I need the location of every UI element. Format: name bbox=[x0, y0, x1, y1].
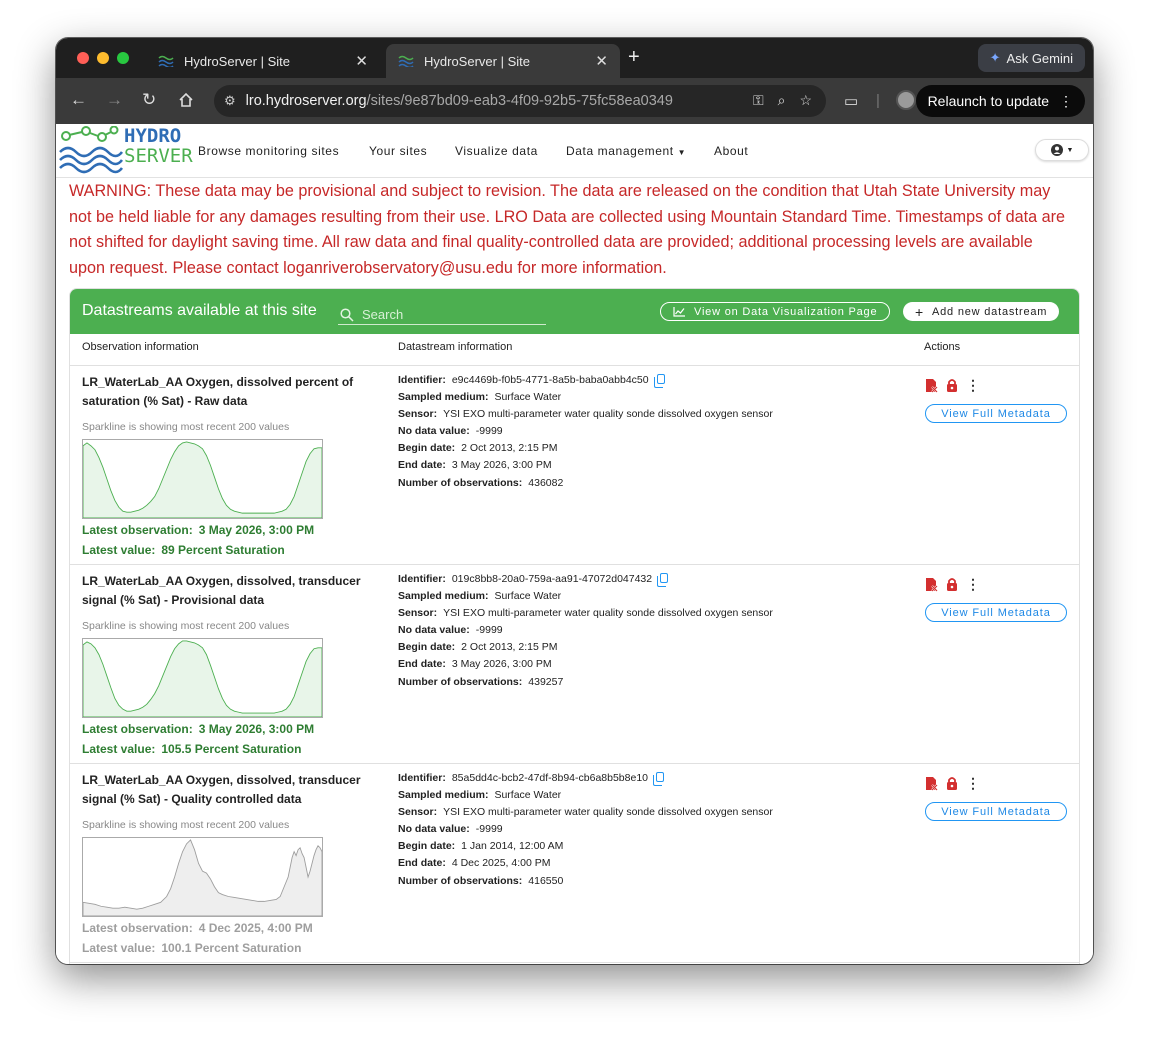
line-chart-icon bbox=[673, 306, 686, 317]
home-icon[interactable] bbox=[178, 92, 194, 108]
caret-down-icon: ▼ bbox=[1066, 146, 1074, 154]
observations-count-label: Number of observations: bbox=[398, 476, 523, 489]
delete-file-icon[interactable] bbox=[925, 378, 938, 393]
logo-line-1: HYDRO bbox=[124, 125, 182, 147]
browser-toolbar bbox=[56, 78, 1093, 124]
end-date-label: End date: bbox=[398, 459, 446, 472]
profile-avatar[interactable] bbox=[896, 90, 916, 110]
ask-gemini-label: Ask Gemini bbox=[1006, 50, 1073, 66]
view-visualization-button[interactable] bbox=[660, 302, 890, 321]
datastreams-header bbox=[70, 289, 1079, 334]
column-datastream-info: Datastream information bbox=[398, 341, 513, 353]
end-date-value: 3 May 2026, 3:00 PM bbox=[451, 459, 552, 472]
no-data-value: -9999 bbox=[475, 624, 503, 637]
hydroserver-favicon-icon bbox=[158, 55, 174, 67]
begin-date-value: 2 Oct 2013, 2:15 PM bbox=[461, 442, 558, 455]
identifier-value: e9c4469b-f0b5-4771-8a5b-baba0abb4c50 bbox=[451, 374, 649, 386]
delete-file-icon[interactable] bbox=[925, 776, 938, 791]
row-actions bbox=[925, 576, 1075, 636]
sparkline-note: Sparkline is showing most recent 200 values bbox=[82, 620, 290, 632]
new-tab-button[interactable]: + bbox=[628, 46, 640, 68]
url-path: /sites/9e87bd09-eab3-4f09-92b5-75fc58ea0349 bbox=[366, 93, 673, 109]
latest-observation bbox=[82, 921, 313, 935]
no-data-value: -9999 bbox=[475, 823, 503, 836]
tab-title: HydroServer | Site bbox=[424, 53, 530, 69]
identifier-label: Identifier: bbox=[398, 374, 446, 386]
latest-value-label: Latest value: bbox=[82, 742, 156, 756]
user-menu-button[interactable] bbox=[1035, 139, 1089, 161]
sensor-value: YSI EXO multi-parameter water quality sonde dissolved oxygen sensor bbox=[443, 607, 773, 620]
delete-file-icon[interactable] bbox=[925, 577, 938, 592]
begin-date-value: 2 Oct 2013, 2:15 PM bbox=[461, 641, 558, 654]
datastream-row bbox=[70, 764, 1079, 963]
toolbar-divider: | bbox=[876, 92, 880, 109]
latest-value bbox=[82, 543, 285, 557]
add-datastream-label: Add new datastream bbox=[931, 305, 1048, 318]
close-window-button[interactable] bbox=[77, 52, 89, 64]
observations-count-value: 439257 bbox=[528, 675, 564, 688]
datastream-row bbox=[70, 565, 1079, 764]
column-actions: Actions bbox=[924, 341, 961, 353]
relaunch-label: Relaunch to update bbox=[927, 93, 1049, 109]
more-vert-icon[interactable]: ⋮ bbox=[966, 377, 980, 393]
add-datastream-button[interactable] bbox=[903, 302, 1059, 321]
lock-icon[interactable] bbox=[946, 577, 958, 592]
site-settings-icon[interactable]: ⚙ bbox=[224, 93, 236, 108]
end-date-value: 3 May 2026, 3:00 PM bbox=[451, 658, 552, 671]
identifier-label: Identifier: bbox=[398, 772, 446, 784]
search-icon bbox=[340, 308, 354, 322]
view-full-metadata-button[interactable]: View Full Metadata bbox=[925, 802, 1067, 821]
nav-data-management-label: Data management bbox=[566, 144, 674, 158]
begin-date-label: Begin date: bbox=[398, 442, 456, 455]
sampled-medium-label: Sampled medium: bbox=[398, 391, 489, 404]
observations-count-label: Number of observations: bbox=[398, 675, 523, 688]
more-vert-icon[interactable]: ⋮ bbox=[966, 775, 980, 791]
identifier-label: Identifier: bbox=[398, 573, 446, 585]
sparkline-chart bbox=[82, 638, 323, 718]
datastream-title: LR_WaterLab_AA Oxygen, dissolved percent of saturation (% Sat) - Raw data bbox=[82, 375, 354, 408]
reload-icon[interactable]: ↻ bbox=[142, 90, 157, 109]
view-full-metadata-button[interactable]: View Full Metadata bbox=[925, 603, 1067, 622]
no-data-label: No data value: bbox=[398, 425, 470, 438]
no-data-value: -9999 bbox=[475, 425, 503, 438]
hydroserver-favicon-icon bbox=[398, 55, 414, 67]
sampled-medium-value: Surface Water bbox=[494, 789, 562, 802]
logo-wordmark bbox=[124, 126, 193, 166]
latest-value-value: 89 Percent Saturation bbox=[161, 543, 285, 557]
datastreams-card bbox=[69, 288, 1080, 964]
back-arrow-icon[interactable]: ← bbox=[70, 90, 87, 109]
page-content bbox=[56, 124, 1093, 964]
observations-count-value: 416550 bbox=[528, 874, 564, 887]
identifier-value: 85a5dd4c-bcb2-47df-8b94-cb6a8b5b8e10 bbox=[451, 772, 649, 784]
sensor-value: YSI EXO multi-parameter water quality sonde dissolved oxygen sensor bbox=[443, 806, 773, 819]
nav-about[interactable]: About bbox=[714, 144, 749, 158]
sensor-label: Sensor: bbox=[398, 408, 438, 421]
relaunch-button[interactable] bbox=[916, 85, 1085, 117]
datastream-title: LR_WaterLab_AA Oxygen, dissolved, transducer signal (% Sat) - Provisional data bbox=[82, 574, 361, 607]
browser-tab-2[interactable] bbox=[386, 44, 620, 78]
app-bar bbox=[56, 124, 1093, 178]
more-vert-icon[interactable]: ⋮ bbox=[1059, 92, 1073, 109]
datastream-info bbox=[398, 770, 773, 890]
address-bar[interactable] bbox=[214, 85, 826, 117]
latest-value-label: Latest value: bbox=[82, 941, 156, 955]
begin-date-label: Begin date: bbox=[398, 840, 456, 853]
observations-count-label: Number of observations: bbox=[398, 874, 523, 887]
sparkline-chart bbox=[82, 439, 323, 519]
lock-icon[interactable] bbox=[946, 776, 958, 791]
browser-tab-1[interactable] bbox=[146, 44, 380, 78]
latest-observation bbox=[82, 722, 314, 736]
latest-value-value: 100.1 Percent Saturation bbox=[161, 941, 302, 955]
sampled-medium-label: Sampled medium: bbox=[398, 789, 489, 802]
account-circle-icon bbox=[1051, 144, 1063, 156]
sensor-label: Sensor: bbox=[398, 607, 438, 620]
copy-icon[interactable] bbox=[660, 573, 668, 583]
no-data-label: No data value: bbox=[398, 624, 470, 637]
end-date-label: End date: bbox=[398, 658, 446, 671]
zoom-icon[interactable]: ⌕ bbox=[777, 92, 786, 108]
minimize-window-button[interactable] bbox=[97, 52, 109, 64]
end-date-label: End date: bbox=[398, 857, 446, 870]
ask-gemini-button[interactable] bbox=[978, 44, 1085, 72]
lock-icon[interactable] bbox=[946, 378, 958, 393]
sparkline-note: Sparkline is showing most recent 200 values bbox=[82, 819, 290, 831]
sampled-medium-value: Surface Water bbox=[494, 590, 562, 603]
latest-observation-value: 3 May 2026, 3:00 PM bbox=[198, 722, 315, 736]
row-actions bbox=[925, 377, 1075, 437]
sensor-value: YSI EXO multi-parameter water quality sonde dissolved oxygen sensor bbox=[443, 408, 773, 421]
row-actions bbox=[925, 775, 1075, 835]
latest-observation-label: Latest observation: bbox=[82, 921, 193, 935]
nav-data-management[interactable] bbox=[566, 144, 686, 158]
view-visualization-label: View on Data Visualization Page bbox=[694, 305, 878, 318]
end-date-value: 4 Dec 2025, 4:00 PM bbox=[451, 857, 551, 870]
copy-icon[interactable] bbox=[656, 772, 664, 782]
column-observation-info: Observation information bbox=[82, 341, 199, 353]
latest-observation-value: 4 Dec 2025, 4:00 PM bbox=[198, 921, 313, 935]
no-data-label: No data value: bbox=[398, 823, 470, 836]
latest-value bbox=[82, 742, 301, 756]
caret-down-icon: ▼ bbox=[677, 148, 687, 157]
sparkline-chart bbox=[82, 837, 323, 917]
observations-count-value: 436082 bbox=[528, 476, 564, 489]
tab-close-icon[interactable]: ✕ bbox=[595, 53, 608, 70]
tab-close-icon[interactable]: ✕ bbox=[355, 53, 368, 70]
logo-line-2: SERVER bbox=[124, 145, 193, 167]
datastream-title: LR_WaterLab_AA Oxygen, dissolved, transducer signal (% Sat) - Quality controlled data bbox=[82, 773, 361, 806]
provisional-data-warning: WARNING: These data may be provisional and subject to revision. The data are released on the condition that Utah State University may not be held liable for any damages resulting from their use. LRO Data are collected using Mountain Standard Time. Timestamps of data are not shifted for daylight saving time. All raw data and final quality-controlled data are provided; additional processing levels are available upon request. Please contact loganriverobservatory@usu.edu for more information. bbox=[69, 182, 1066, 277]
datastream-search-input[interactable] bbox=[338, 305, 546, 325]
latest-observation bbox=[82, 523, 314, 537]
copy-icon[interactable] bbox=[657, 374, 665, 384]
datastream-row bbox=[70, 366, 1079, 565]
latest-observation-label: Latest observation: bbox=[82, 523, 193, 537]
latest-value-value: 105.5 Percent Saturation bbox=[161, 742, 302, 756]
datastream-info bbox=[398, 571, 773, 691]
nav-visualize-data[interactable]: Visualize data bbox=[455, 144, 538, 158]
tab-title: HydroServer | Site bbox=[184, 53, 290, 69]
sparkline-note: Sparkline is showing most recent 200 values bbox=[82, 421, 290, 433]
nav-your-sites[interactable]: Your sites bbox=[369, 144, 428, 158]
cast-screen-icon[interactable]: ▭ bbox=[844, 93, 859, 110]
latest-value bbox=[82, 941, 301, 955]
begin-date-label: Begin date: bbox=[398, 641, 456, 654]
plus-icon: + bbox=[915, 303, 924, 320]
latest-observation-label: Latest observation: bbox=[82, 722, 193, 736]
datastream-info bbox=[398, 372, 773, 492]
search-placeholder: Search bbox=[362, 307, 404, 322]
datastreams-title: Datastreams available at this site bbox=[82, 302, 317, 319]
zoom-window-button[interactable] bbox=[117, 52, 129, 64]
more-vert-icon[interactable]: ⋮ bbox=[966, 576, 980, 592]
sampled-medium-label: Sampled medium: bbox=[398, 590, 489, 603]
bookmark-star-icon[interactable]: ☆ bbox=[799, 92, 812, 108]
password-key-icon[interactable]: ⚿ bbox=[752, 92, 764, 108]
tab-strip bbox=[56, 38, 1093, 78]
forward-arrow-icon[interactable]: → bbox=[106, 90, 123, 109]
sampled-medium-value: Surface Water bbox=[494, 391, 562, 404]
latest-value-label: Latest value: bbox=[82, 543, 156, 557]
gemini-sparkle-icon: ✦ bbox=[989, 50, 1001, 65]
browser-window bbox=[56, 38, 1093, 964]
begin-date-value: 1 Jan 2014, 12:00 AM bbox=[461, 840, 564, 853]
url-host: lro.hydroserver.org bbox=[245, 93, 367, 109]
nav-browse-sites[interactable]: Browse monitoring sites bbox=[198, 144, 340, 158]
view-full-metadata-button[interactable]: View Full Metadata bbox=[925, 404, 1067, 423]
sensor-label: Sensor: bbox=[398, 806, 438, 819]
identifier-value: 019c8bb8-20a0-759a-aa91-47072d047432 bbox=[451, 573, 653, 585]
latest-observation-value: 3 May 2026, 3:00 PM bbox=[198, 523, 315, 537]
